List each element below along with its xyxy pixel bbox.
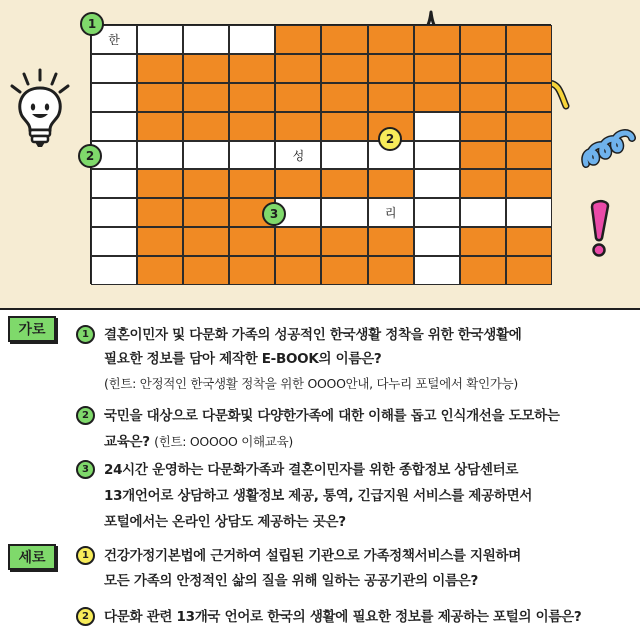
grid-cell-blocked	[368, 54, 414, 83]
grid-cell-blocked	[183, 227, 229, 256]
grid-cell-blocked	[368, 227, 414, 256]
grid-cell-blocked	[229, 227, 275, 256]
grid-cell-blocked	[275, 83, 321, 112]
grid-cell-blocked	[183, 54, 229, 83]
grid-cell-open[interactable]	[414, 227, 460, 256]
clue-number: 2	[76, 607, 95, 626]
clue-number: 2	[76, 406, 95, 425]
down-tag: 세로	[8, 544, 56, 570]
grid-cell-blocked	[506, 169, 552, 198]
clue-number: 3	[76, 460, 95, 479]
clue-number: 1	[76, 325, 95, 344]
grid-cell-blocked	[321, 25, 367, 54]
grid-cell-blocked	[229, 83, 275, 112]
grid-cell-open[interactable]	[91, 169, 137, 198]
grid-cell-blocked	[275, 169, 321, 198]
grid-cell-blocked	[275, 25, 321, 54]
clue-text: 24시간 운영하는 다문화가족과 결혼이민자를 위한 종합정보 상담센터로	[104, 462, 519, 478]
grid-cell-open[interactable]	[414, 169, 460, 198]
grid-cell-open[interactable]	[506, 198, 552, 227]
grid-cell-blocked	[414, 25, 460, 54]
grid-cell-blocked	[460, 54, 506, 83]
grid-cell-blocked	[183, 83, 229, 112]
clue-text: 결혼이민자 및 다문화 가족의 성공적인 한국생활 정착을 위한 한국생활에	[104, 327, 522, 343]
crossword-grid	[90, 24, 551, 284]
grid-cell-blocked	[321, 54, 367, 83]
grid-cell-blocked	[506, 256, 552, 285]
exclamation-icon	[586, 198, 616, 260]
lightbulb-icon	[2, 64, 80, 154]
grid-letter: 한	[108, 32, 120, 47]
grid-cell-blocked	[137, 169, 183, 198]
badge-across-3: 3	[262, 202, 286, 226]
badge-down-2: 2	[378, 127, 402, 151]
grid-cell-blocked	[321, 83, 367, 112]
grid-cell-blocked	[275, 112, 321, 141]
grid-cell-blocked	[506, 141, 552, 170]
grid-letter: 리	[384, 206, 397, 221]
badge-across-1: 1	[80, 12, 104, 36]
grid-cell-open[interactable]	[91, 227, 137, 256]
grid-cell-blocked	[137, 83, 183, 112]
clue-text: 모든 가족의 안정적인 삶의 질을 위해 일하는 공공기관의 이름은?	[104, 573, 478, 589]
grid-cell-open[interactable]	[229, 141, 275, 170]
grid-cell-open[interactable]	[91, 83, 137, 112]
grid-cell-blocked	[137, 112, 183, 141]
grid-cell-open[interactable]	[414, 141, 460, 170]
grid-cell-blocked	[506, 25, 552, 54]
clue-text: 13개언어로 상담하고 생활정보 제공, 통역, 긴급지원 서비스를 제공하면서	[104, 488, 533, 504]
grid-cell-blocked	[506, 83, 552, 112]
grid-cell-open[interactable]	[91, 112, 137, 141]
grid-cell-blocked	[368, 169, 414, 198]
clue-text: 포털에서는 온라인 상담도 제공하는 곳은?	[104, 514, 346, 530]
grid-cell-blocked	[137, 198, 183, 227]
grid-cell-blocked	[229, 112, 275, 141]
grid-cell-blocked	[321, 256, 367, 285]
puzzle-panel	[0, 0, 640, 308]
grid-cell-blocked	[460, 83, 506, 112]
clue-text	[104, 430, 293, 450]
grid-cell-blocked	[414, 83, 460, 112]
grid-cell-blocked	[460, 25, 506, 54]
grid-cell-blocked	[275, 54, 321, 83]
grid-cell-blocked	[506, 227, 552, 256]
clue-text: 국민을 대상으로 다문화및 다양한가족에 대한 이해를 돕고 인식개선을 도모하는	[104, 408, 560, 424]
grid-cell-open[interactable]	[183, 141, 229, 170]
grid-cell-open[interactable]	[460, 198, 506, 227]
grid-cell-blocked	[368, 256, 414, 285]
grid-cell-open[interactable]	[91, 54, 137, 83]
grid-cell-blocked	[183, 198, 229, 227]
grid-cell-blocked	[229, 54, 275, 83]
grid-letter: 성	[292, 148, 305, 163]
clue-hint: (힌트: OOOOO 이해교육)	[154, 434, 293, 449]
grid-cell-blocked	[275, 256, 321, 285]
grid-cell-blocked	[183, 256, 229, 285]
clue-hint: (힌트: 안정적인 한국생활 정착을 위한 OOOO안내, 다누리 포털에서 확인가능)	[104, 376, 518, 391]
grid-cell-open[interactable]	[183, 25, 229, 54]
grid-cell-blocked	[460, 256, 506, 285]
grid-cell-blocked	[414, 54, 460, 83]
grid-cell-blocked	[321, 112, 367, 141]
grid-cell-blocked	[460, 141, 506, 170]
grid-cell-blocked	[229, 169, 275, 198]
clue-text-part: 교육은?	[104, 434, 150, 450]
grid-cell-blocked	[275, 227, 321, 256]
grid-cell-blocked	[137, 54, 183, 83]
clue-text: 다문화 관련 13개국 언어로 한국의 생활에 필요한 정보를 제공하는 포털의 이름은?	[104, 609, 582, 625]
grid-cell-blocked	[137, 227, 183, 256]
grid-cell-open[interactable]	[137, 141, 183, 170]
grid-cell-blocked	[368, 25, 414, 54]
clue-number: 1	[76, 546, 95, 565]
grid-cell-blocked	[321, 227, 367, 256]
across-tag: 가로	[8, 316, 56, 342]
swirl-icon	[580, 120, 636, 174]
grid-cell-open[interactable]	[91, 256, 137, 285]
grid-cell-blocked	[506, 54, 552, 83]
grid-cell-open[interactable]	[137, 25, 183, 54]
grid-cell-blocked	[506, 112, 552, 141]
grid-cell-blocked	[183, 169, 229, 198]
grid-cell-blocked	[368, 83, 414, 112]
grid-cell-blocked	[183, 112, 229, 141]
grid-cell-blocked	[460, 227, 506, 256]
clue-text: 필요한 정보를 담아 제작한 E-BOOK의 이름은?	[104, 351, 382, 367]
grid-cell-blocked	[460, 169, 506, 198]
grid-cell-open[interactable]	[321, 198, 367, 227]
clue-text: 건강가정기본법에 근거하여 설립된 기관으로 가족정책서비스를 지원하며	[104, 548, 521, 564]
grid-cell-open[interactable]	[368, 198, 414, 227]
grid-cell-open[interactable]	[414, 112, 460, 141]
grid-cell-blocked	[229, 256, 275, 285]
badge-across-2: 2	[78, 144, 102, 168]
grid-cell-open[interactable]	[91, 198, 137, 227]
grid-cell-open[interactable]	[414, 198, 460, 227]
grid-cell-open[interactable]	[275, 141, 321, 170]
grid-cell-open[interactable]	[229, 25, 275, 54]
clues-panel	[0, 308, 640, 640]
grid-cell-blocked	[321, 169, 367, 198]
grid-cell-open[interactable]	[414, 256, 460, 285]
grid-cell-blocked	[137, 256, 183, 285]
grid-cell-blocked	[460, 112, 506, 141]
grid-cell-open[interactable]	[321, 141, 367, 170]
